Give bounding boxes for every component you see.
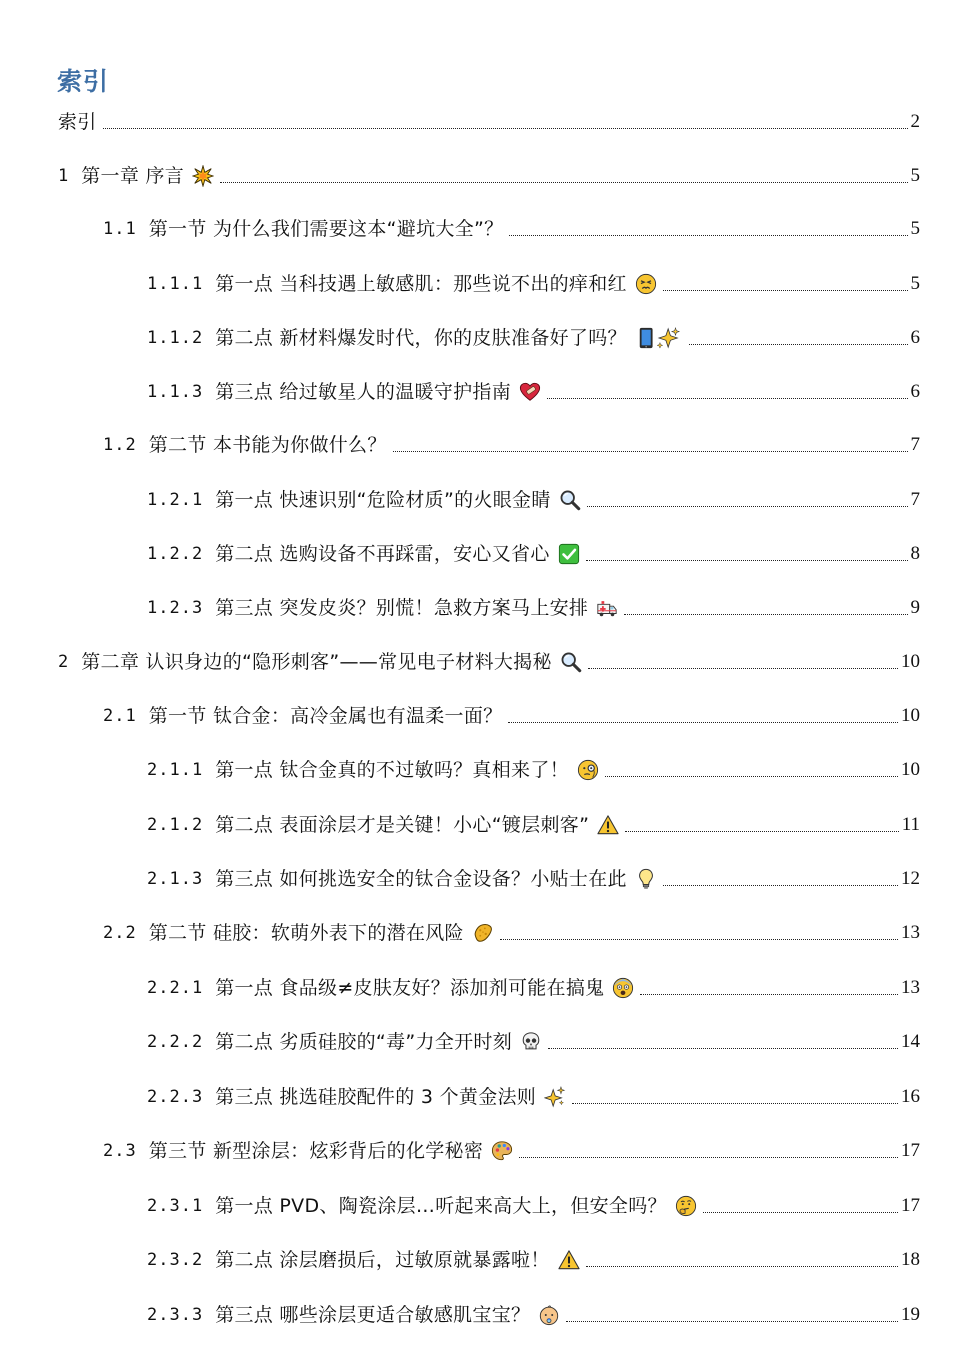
toc-entry-label: 第二点 新材料爆发时代，你的皮肤准备好了吗？ xyxy=(215,327,627,349)
dot-leader xyxy=(605,776,898,777)
toc-page-number: 9 xyxy=(910,597,920,618)
toc-entry-label: 第三点 挑选硅胶配件的 3 个黄金法则 xyxy=(215,1086,537,1108)
toc-page-number: 17 xyxy=(901,1195,920,1216)
magnifier-icon xyxy=(559,489,581,511)
dot-leader xyxy=(624,614,907,615)
toc-entry[interactable] xyxy=(103,1137,920,1165)
toc-entry[interactable] xyxy=(147,1301,920,1329)
toc-entry[interactable] xyxy=(103,919,920,947)
toc-page-number: 8 xyxy=(910,543,920,564)
sponge-icon xyxy=(472,922,494,944)
dot-leader xyxy=(625,831,898,832)
toc-entry-number: 2.1.1 xyxy=(147,760,204,780)
toc-entry-number: 1.1 xyxy=(103,219,137,239)
toc-entry-number: 1.1.3 xyxy=(147,382,204,402)
dot-leader xyxy=(586,1266,898,1267)
toc-entry-number: 2.3 xyxy=(103,1141,137,1161)
toc-entry[interactable] xyxy=(147,594,920,622)
toc-entry[interactable] xyxy=(147,486,920,514)
toc-entry-label: 第一点 钛合金真的不过敏吗？真相来了！ xyxy=(215,759,569,781)
dot-leader xyxy=(566,1321,898,1322)
dot-leader xyxy=(509,235,907,236)
toc-entry-number: 2.2.3 xyxy=(147,1087,204,1107)
baby-face-icon xyxy=(538,1304,560,1326)
toc-entry[interactable] xyxy=(147,1192,920,1220)
toc-entry-number: 2.1.2 xyxy=(147,815,204,835)
dot-leader xyxy=(548,1048,898,1049)
toc-page-number: 17 xyxy=(901,1140,920,1161)
dot-leader xyxy=(587,506,908,507)
toc-entry-label: 第二点 涂层磨损后，过敏原就暴露啦！ xyxy=(215,1249,550,1271)
heart-bandage-icon xyxy=(519,381,541,403)
skull-icon xyxy=(520,1031,542,1053)
dot-leader xyxy=(393,451,908,452)
toc-entry[interactable] xyxy=(147,865,920,893)
toc-entry[interactable] xyxy=(147,270,920,298)
dot-leader xyxy=(508,722,898,723)
toc-page-number: 5 xyxy=(910,165,920,186)
warning-icon xyxy=(597,814,619,836)
toc-entry-number: 2.2 xyxy=(103,923,137,943)
toc-page-number: 2 xyxy=(910,111,920,132)
toc-entry[interactable] xyxy=(147,1246,920,1274)
toc-entry-label: 第三点 哪些涂层更适合敏感肌宝宝？ xyxy=(215,1304,531,1326)
toc-entry[interactable] xyxy=(103,431,920,459)
toc-page-number: 13 xyxy=(901,977,920,998)
toc-page-number: 19 xyxy=(901,1304,920,1325)
shocked-face-icon xyxy=(612,977,634,999)
toc-entry-label: 第一点 食品级≠皮肤友好？添加剂可能在搞鬼 xyxy=(215,977,605,999)
collision-icon xyxy=(192,165,214,187)
phone-sparkles-icon xyxy=(635,327,683,349)
toc-page-number: 5 xyxy=(910,218,920,239)
toc-entry-label: 第二点 表面涂层才是关键！小心“镀层刺客” xyxy=(215,814,590,836)
toc-entry[interactable] xyxy=(103,702,920,730)
toc-entry-label: 第一点 PVD、陶瓷涂层…听起来高大上，但安全吗？ xyxy=(215,1195,667,1217)
toc-page-number: 7 xyxy=(910,489,920,510)
toc-entry-label: 第二节 硅胶：软萌外表下的潜在风险 xyxy=(148,922,464,944)
page-title: 索引 xyxy=(57,67,110,96)
toc-entry-number: 2.3.2 xyxy=(147,1250,204,1270)
toc-entry[interactable] xyxy=(147,1083,920,1111)
toc-entry-number: 1.2 xyxy=(103,435,137,455)
dot-leader xyxy=(519,1157,898,1158)
toc-page-number: 10 xyxy=(901,759,920,780)
toc-entry[interactable] xyxy=(147,811,920,839)
toc-entry-number: 1.2.3 xyxy=(147,598,204,618)
toc-entry-label: 第二节 本书能为你做什么？ xyxy=(148,434,387,456)
toc-entry-label: 第二章 认识身边的“隐形刺客”——常见电子材料大揭秘 xyxy=(81,651,552,673)
toc-page-number: 10 xyxy=(901,705,920,726)
toc-entry[interactable] xyxy=(147,540,920,568)
toc-entry[interactable] xyxy=(103,215,920,243)
toc-entry[interactable] xyxy=(147,378,920,406)
warning-icon xyxy=(558,1249,580,1271)
toc-entry[interactable] xyxy=(147,756,920,784)
dot-leader xyxy=(586,560,908,561)
toc-page-number: 6 xyxy=(910,327,920,348)
dot-leader xyxy=(663,290,908,291)
toc-entry-label: 第三点 如何挑选安全的钛合金设备？小贴士在此 xyxy=(215,868,627,890)
toc-entry[interactable] xyxy=(147,324,920,352)
toc-entry-label: 第三点 突发皮炎？别慌！急救方案马上安排 xyxy=(215,597,589,619)
toc-page-number: 13 xyxy=(901,922,920,943)
toc-entry-number: 2.3.3 xyxy=(147,1305,204,1325)
toc-page-number: 18 xyxy=(901,1249,920,1270)
toc-entry-label: 第二点 选购设备不再踩雷，安心又省心 xyxy=(215,543,550,565)
dot-leader xyxy=(103,128,908,129)
toc-entry-label: 第一节 钛合金：高冷金属也有温柔一面？ xyxy=(148,705,503,727)
toc-entry-number: 1.1.1 xyxy=(147,274,204,294)
toc-entry-label: 第一点 当科技遇上敏感肌：那些说不出的痒和红 xyxy=(215,273,627,295)
dot-leader xyxy=(703,1212,898,1213)
toc-page-number: 5 xyxy=(910,273,920,294)
toc-entry[interactable] xyxy=(58,648,920,676)
toc-entry-number: 2.1 xyxy=(103,706,137,726)
toc-page-number: 12 xyxy=(901,868,920,889)
magnifier-icon xyxy=(560,651,582,673)
dot-leader xyxy=(547,398,907,399)
toc-entry-number: 2.2.1 xyxy=(147,978,204,998)
toc-entry[interactable] xyxy=(58,162,920,190)
toc-entry-number: 1 xyxy=(58,166,70,186)
toc-entry-label: 第二点 劣质硅胶的“毒”力全开时刻 xyxy=(215,1031,513,1053)
toc-entry-label: 第三点 给过敏星人的温暖守护指南 xyxy=(215,381,512,403)
palette-icon xyxy=(491,1140,513,1162)
dot-leader xyxy=(663,885,898,886)
dot-leader xyxy=(220,182,907,183)
toc-entry-number: 2.1.3 xyxy=(147,869,204,889)
toc-entry[interactable] xyxy=(58,108,920,136)
toc-entry[interactable] xyxy=(147,1028,920,1056)
toc-entry-number: 1.2.1 xyxy=(147,490,204,510)
persevering-face-icon xyxy=(635,273,657,295)
toc-page-number: 6 xyxy=(910,381,920,402)
dot-leader xyxy=(588,668,898,669)
toc-entry-label: 第一节 为什么我们需要这本“避坑大全”？ xyxy=(148,218,504,240)
toc-entry-number: 2.2.2 xyxy=(147,1032,204,1052)
thinking-face-icon xyxy=(675,1195,697,1217)
toc-entry-label: 第一章 序言 xyxy=(81,165,185,187)
monocle-face-icon xyxy=(577,759,599,781)
toc-entry-number: 2 xyxy=(58,652,70,672)
toc-page-number: 10 xyxy=(901,651,920,672)
dot-leader xyxy=(689,344,908,345)
toc-entry-label: 第三节 新型涂层：炫彩背后的化学秘密 xyxy=(148,1140,484,1162)
toc-page-number: 11 xyxy=(901,814,920,835)
dot-leader xyxy=(640,994,898,995)
toc-page-number: 14 xyxy=(901,1031,920,1052)
toc-entry-number: 1.2.2 xyxy=(147,544,204,564)
dot-leader xyxy=(500,939,898,940)
check-box-icon xyxy=(558,543,580,565)
toc-page-number: 16 xyxy=(901,1086,920,1107)
toc-entry-number: 2.3.1 xyxy=(147,1196,204,1216)
sparkles-icon xyxy=(544,1086,566,1108)
ambulance-icon xyxy=(596,597,618,619)
toc-page-number: 7 xyxy=(910,434,920,455)
toc-entry-label: 索引 xyxy=(58,111,97,133)
dot-leader xyxy=(572,1103,898,1104)
toc-entry[interactable] xyxy=(147,974,920,1002)
toc-entry-number: 1.1.2 xyxy=(147,328,204,348)
toc-entry-label: 第一点 快速识别“危险材质”的火眼金睛 xyxy=(215,489,551,511)
light-bulb-icon xyxy=(635,868,657,890)
